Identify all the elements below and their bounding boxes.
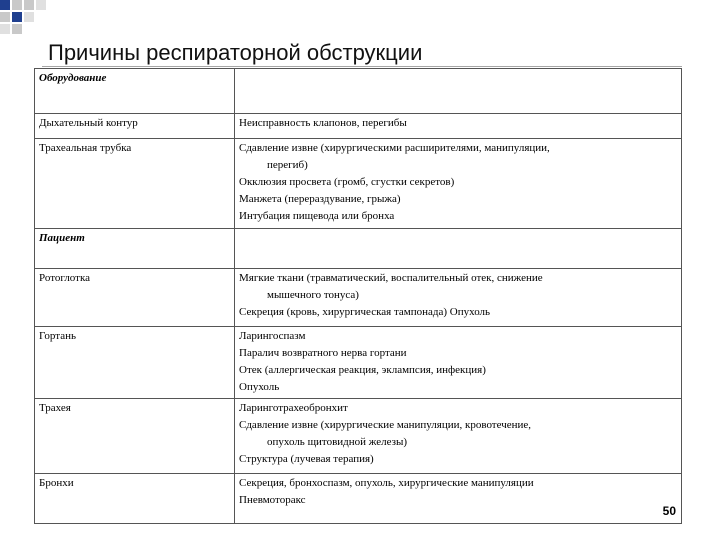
detail-line: Секреция (кровь, хирургическая тампонада) Опухоль (239, 306, 491, 318)
detail-line: Неисправность клапонов, перегибы (239, 117, 407, 129)
table-row (35, 474, 682, 524)
section-row-patient (35, 229, 682, 269)
table-row (35, 139, 682, 229)
detail-line: Ларингоспазм (239, 330, 306, 342)
detail-line: мышечного тонуса) (267, 289, 359, 301)
row-label: Трахеальная трубка (39, 142, 132, 154)
detail-line: перегиб) (267, 159, 308, 171)
detail-line: Сдавление извне (хирургическими расширителями, манипуляции, (239, 142, 550, 154)
section-cell (35, 229, 235, 269)
detail-line: Интубация пищевода или бронха (239, 210, 395, 222)
empty-cell (235, 69, 682, 114)
row-label-cell (35, 139, 235, 229)
section-row-equipment (35, 69, 682, 114)
detail-line: Манжета (перераздувание, грыжа) (239, 193, 401, 205)
row-label-cell (35, 114, 235, 139)
row-label: Дыхательный контур (39, 117, 138, 129)
row-label: Бронхи (39, 477, 74, 489)
row-detail-cell (235, 269, 682, 327)
detail-line: Отек (аллергическая реакция, эклампсия, инфекция) (239, 364, 486, 376)
title-divider (42, 66, 682, 67)
row-label-cell (35, 474, 235, 524)
detail-line: Структура (лучевая терапия) (239, 453, 374, 465)
row-label-cell (35, 399, 235, 474)
section-label-patient: Пациент (39, 232, 85, 244)
table-row (35, 269, 682, 327)
detail-line: Опухоль (239, 381, 280, 393)
detail-line: опухоль щитовидной железы) (267, 436, 408, 448)
row-detail-cell (235, 139, 682, 229)
section-cell (35, 69, 235, 114)
table-row (35, 399, 682, 474)
row-label: Гортань (39, 330, 76, 342)
detail-line: Мягкие ткани (травматический, воспалительный отек, снижение (239, 272, 543, 284)
table-row (35, 114, 682, 139)
row-detail-cell (235, 114, 682, 139)
slide-number: 50 (662, 504, 676, 518)
decorative-squares-icon (0, 0, 60, 40)
page-title: Причины респираторной обструкции (48, 40, 423, 65)
row-detail-cell (235, 474, 682, 524)
table-row (35, 327, 682, 399)
detail-line: Секреция, бронхоспазм, опухоль, хирургические манипуляции (239, 477, 534, 489)
row-label: Ротоглотка (39, 272, 91, 284)
row-label: Трахея (39, 402, 71, 414)
row-label-cell (35, 327, 235, 399)
row-detail-cell (235, 399, 682, 474)
row-label-cell (35, 269, 235, 327)
causes-table (34, 68, 682, 524)
empty-cell (235, 229, 682, 269)
detail-line: Окклюзия просвета (громб, сгустки секретов) (239, 176, 455, 188)
detail-line: Пневмоторакс (239, 494, 306, 506)
detail-line: Ларинготрахеобронхит (239, 402, 348, 414)
detail-line: Паралич возвратного нерва гортани (239, 347, 407, 359)
section-label-equipment: Оборудование (39, 72, 107, 84)
row-detail-cell (235, 327, 682, 399)
detail-line: Сдавление извне (хирургические манипуляции, кровотечение, (239, 419, 532, 431)
